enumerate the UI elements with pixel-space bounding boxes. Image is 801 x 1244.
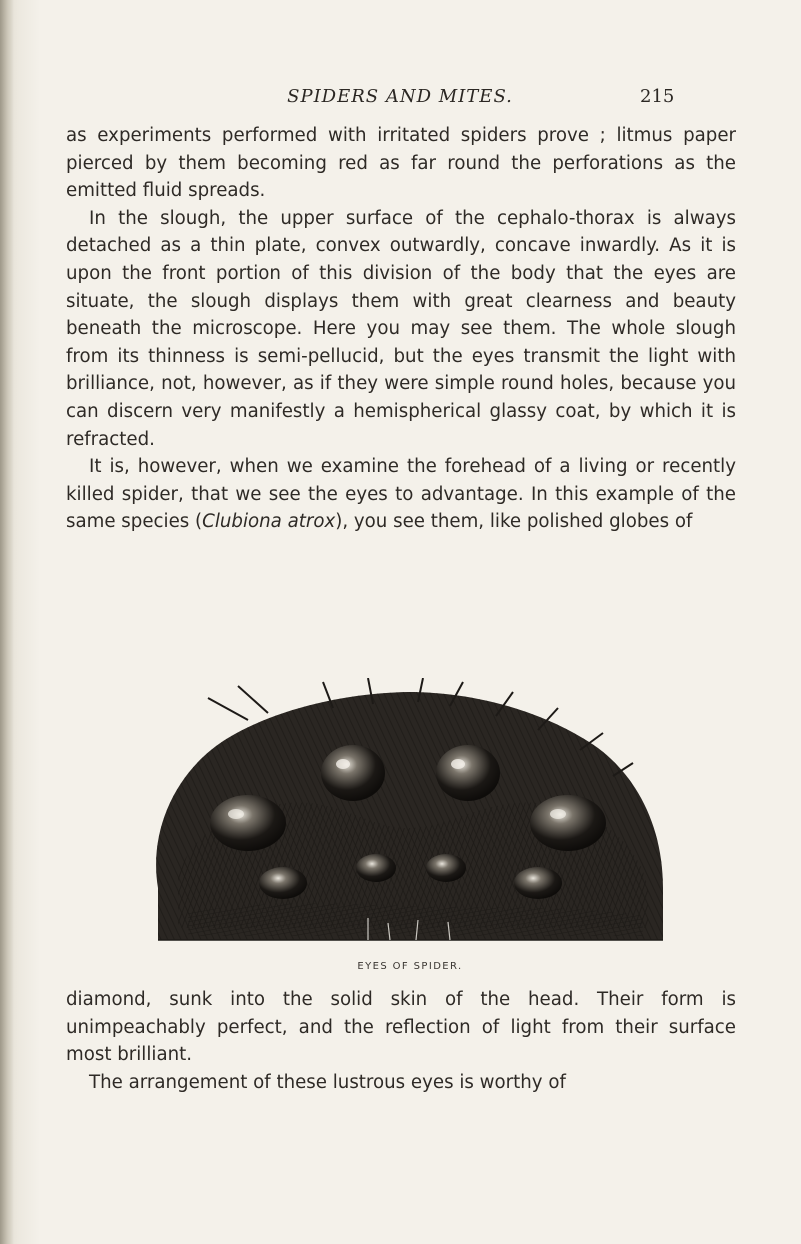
paragraph: The arrangement of these lustrous eyes is worthy of [89,1071,566,1093]
paragraph-text: It is, however, when we examine the forehead of a living or recently killed spider, that we see the eyes to advantage. In this example of the same species ( [66,456,736,533]
body-text-top [66,122,736,536]
species-name: Clubiona atrox [202,511,336,533]
paragraph [66,453,736,536]
running-title: SPIDERS AND MITES. [287,86,513,107]
paragraph-text: ), you see them, like polished globes of [335,511,693,533]
page-spine-shadow [0,0,14,1244]
spider-eyes-engraving [118,678,686,948]
body-text-bottom [66,986,736,1096]
paragraph: as experiments performed with irritated spiders prove ; litmus paper pierced by them becoming red as far round the perforations as the emitted fluid spreads. [66,125,736,202]
page-number: 215 [640,86,675,107]
paragraph: In the slough, the upper surface of the cephalo-thorax is always detached as a thin plate, convex outwardly, concave inwardly. As it is upon the front portion of this division of the body that the eyes are situate, the slough displays them with great clearness and beauty beneath the microscope. Here you may see them. The whole slough from its thinness is semi-pellucid, but the eyes transmit the light with brilliance, not, however, as if they were simple round holes, because you can discern very manifestly a hemispherical glassy coat, by which it is refracted. [66,207,736,450]
figure-caption: EYES OF SPIDER. [357,961,463,972]
paragraph: diamond, sunk into the solid skin of the head. Their form is unimpeachably perfect, and the reflection of light from their surface most brilliant. [66,989,736,1066]
